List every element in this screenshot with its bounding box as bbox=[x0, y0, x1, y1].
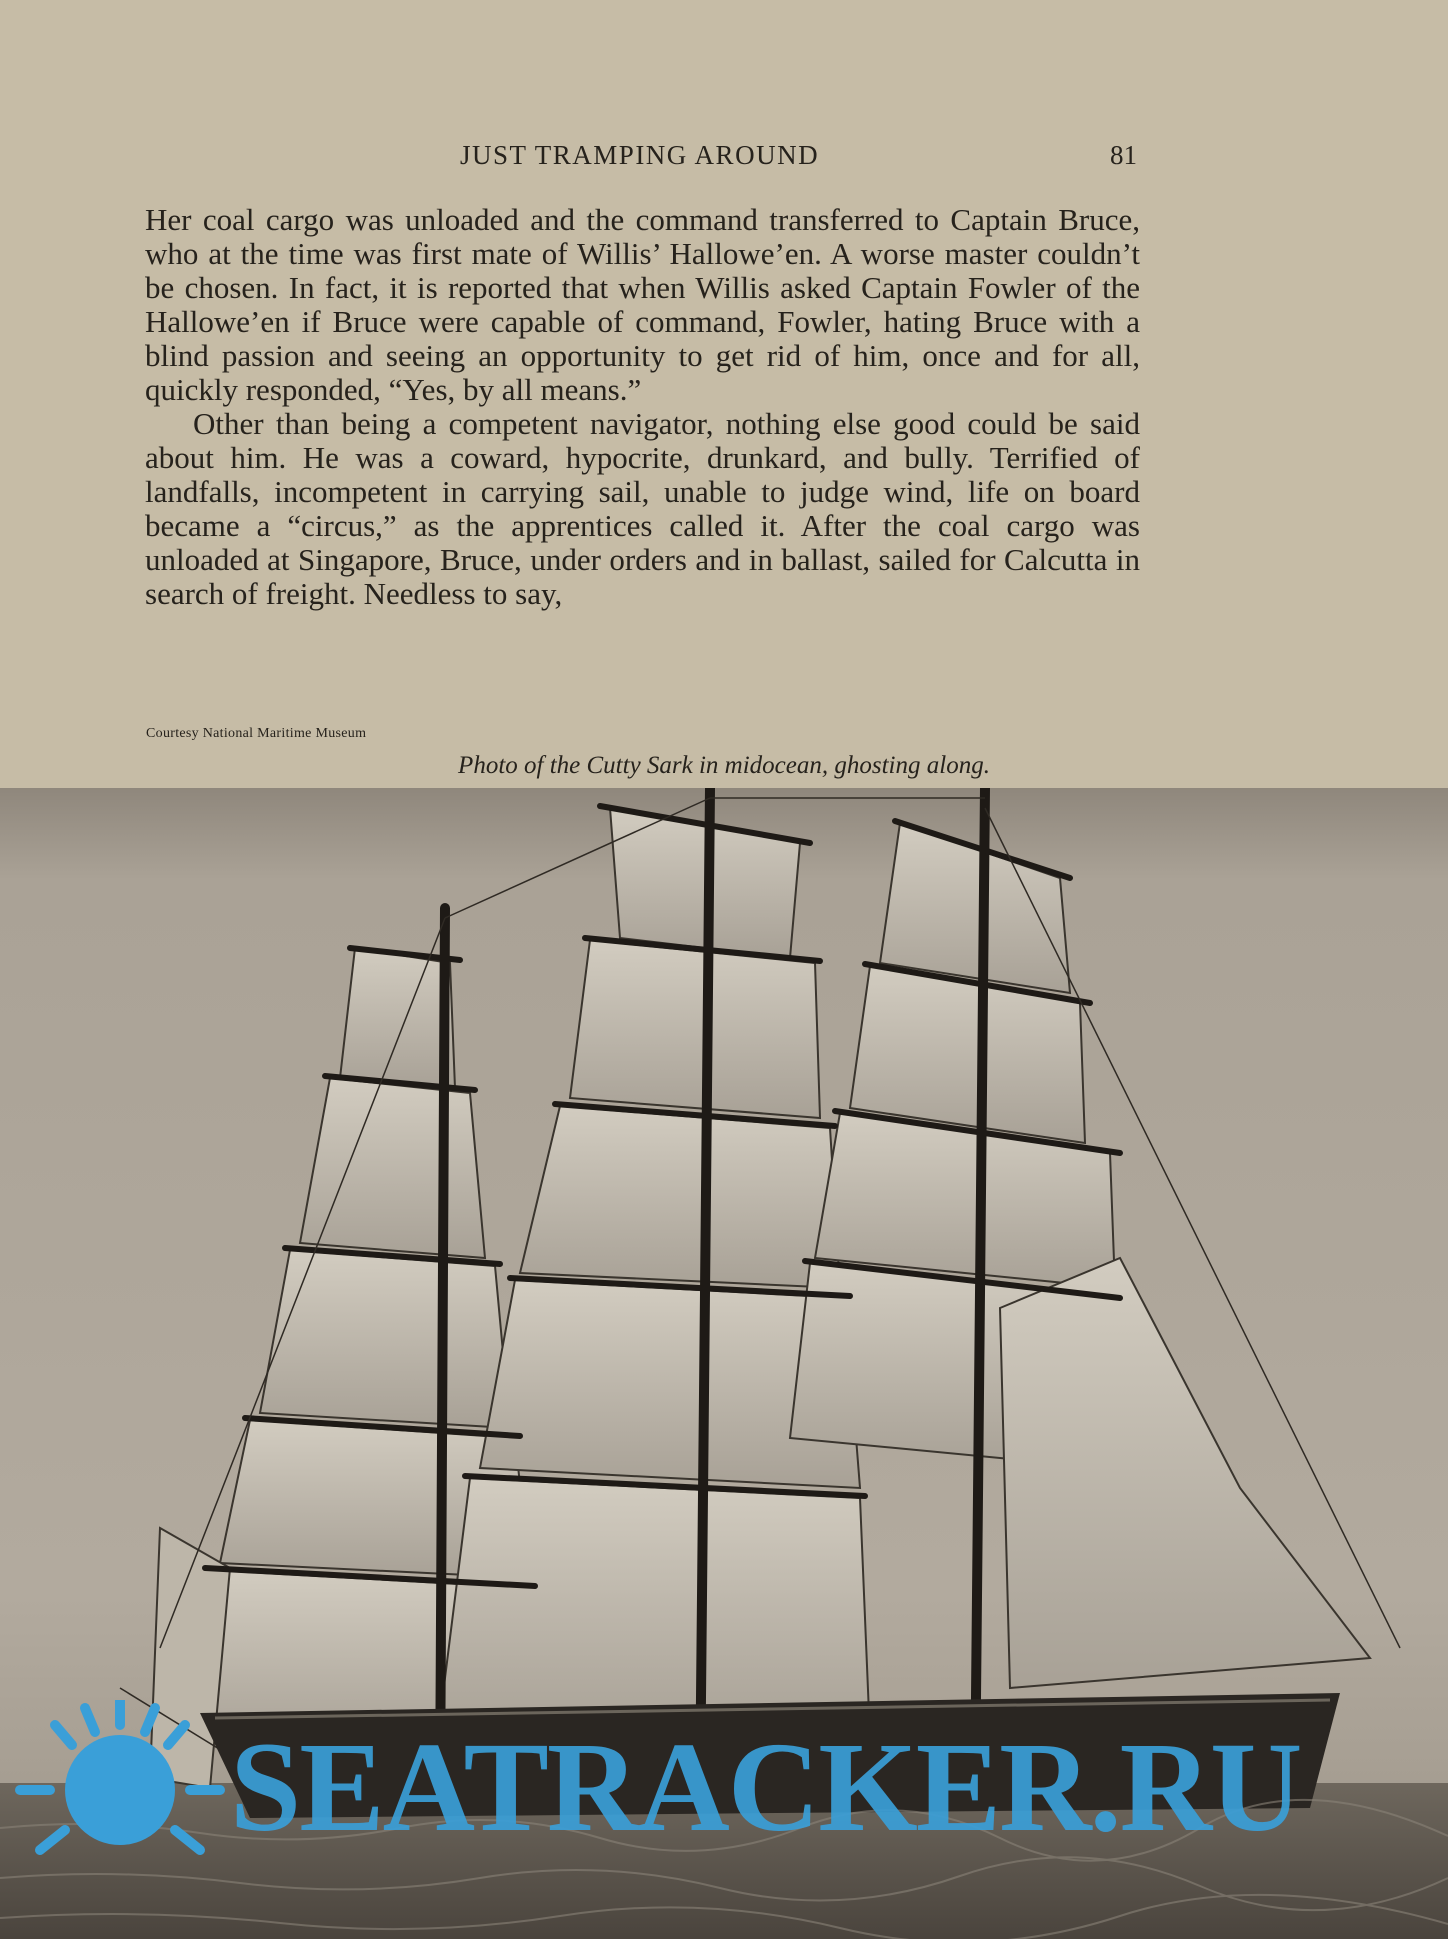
body-text bbox=[145, 203, 1140, 611]
photo-caption: Photo of the Cutty Sark in midocean, ghosting along. bbox=[458, 752, 990, 779]
paragraph-2: Other than being a competent navigator, nothing else good could be said about him. He was a coward, hypocrite, drunkard, and bully. Terrified of landfalls, incompetent in carrying sail, unable to judge wind, life on board became a “circus,” as the apprentices called it. After the coal cargo was unloaded at Singapore, Bruce, under orders and in ballast, sailed for Calcutta in search of freight. Needless to say, bbox=[145, 406, 1140, 611]
photo-credit: Courtesy National Maritime Museum bbox=[146, 726, 367, 741]
paragraph-1: Her coal cargo was unloaded and the command transferred to Captain Bruce, who at the time was first mate of Willis’ Hallowe’en. A worse master couldn’t be chosen. In fact, it is reported that when Willis asked Captain Fowler of the Hallowe’en if Bruce were capable of command, Fowler, hating Bruce with a blind passion and seeing an opportunity to get rid of him, once and for all, quickly responded, “Yes, by all means.” bbox=[145, 202, 1140, 407]
watermark-graphic bbox=[0, 1700, 1448, 1860]
watermark bbox=[0, 1700, 1448, 1860]
page-number: 81 bbox=[1110, 140, 1137, 170]
running-head bbox=[0, 140, 1448, 180]
watermark-text: SEATRACKER.RU bbox=[230, 1716, 1301, 1858]
sun-logo-icon bbox=[20, 1700, 220, 1850]
running-title: JUST TRAMPING AROUND bbox=[460, 140, 820, 170]
